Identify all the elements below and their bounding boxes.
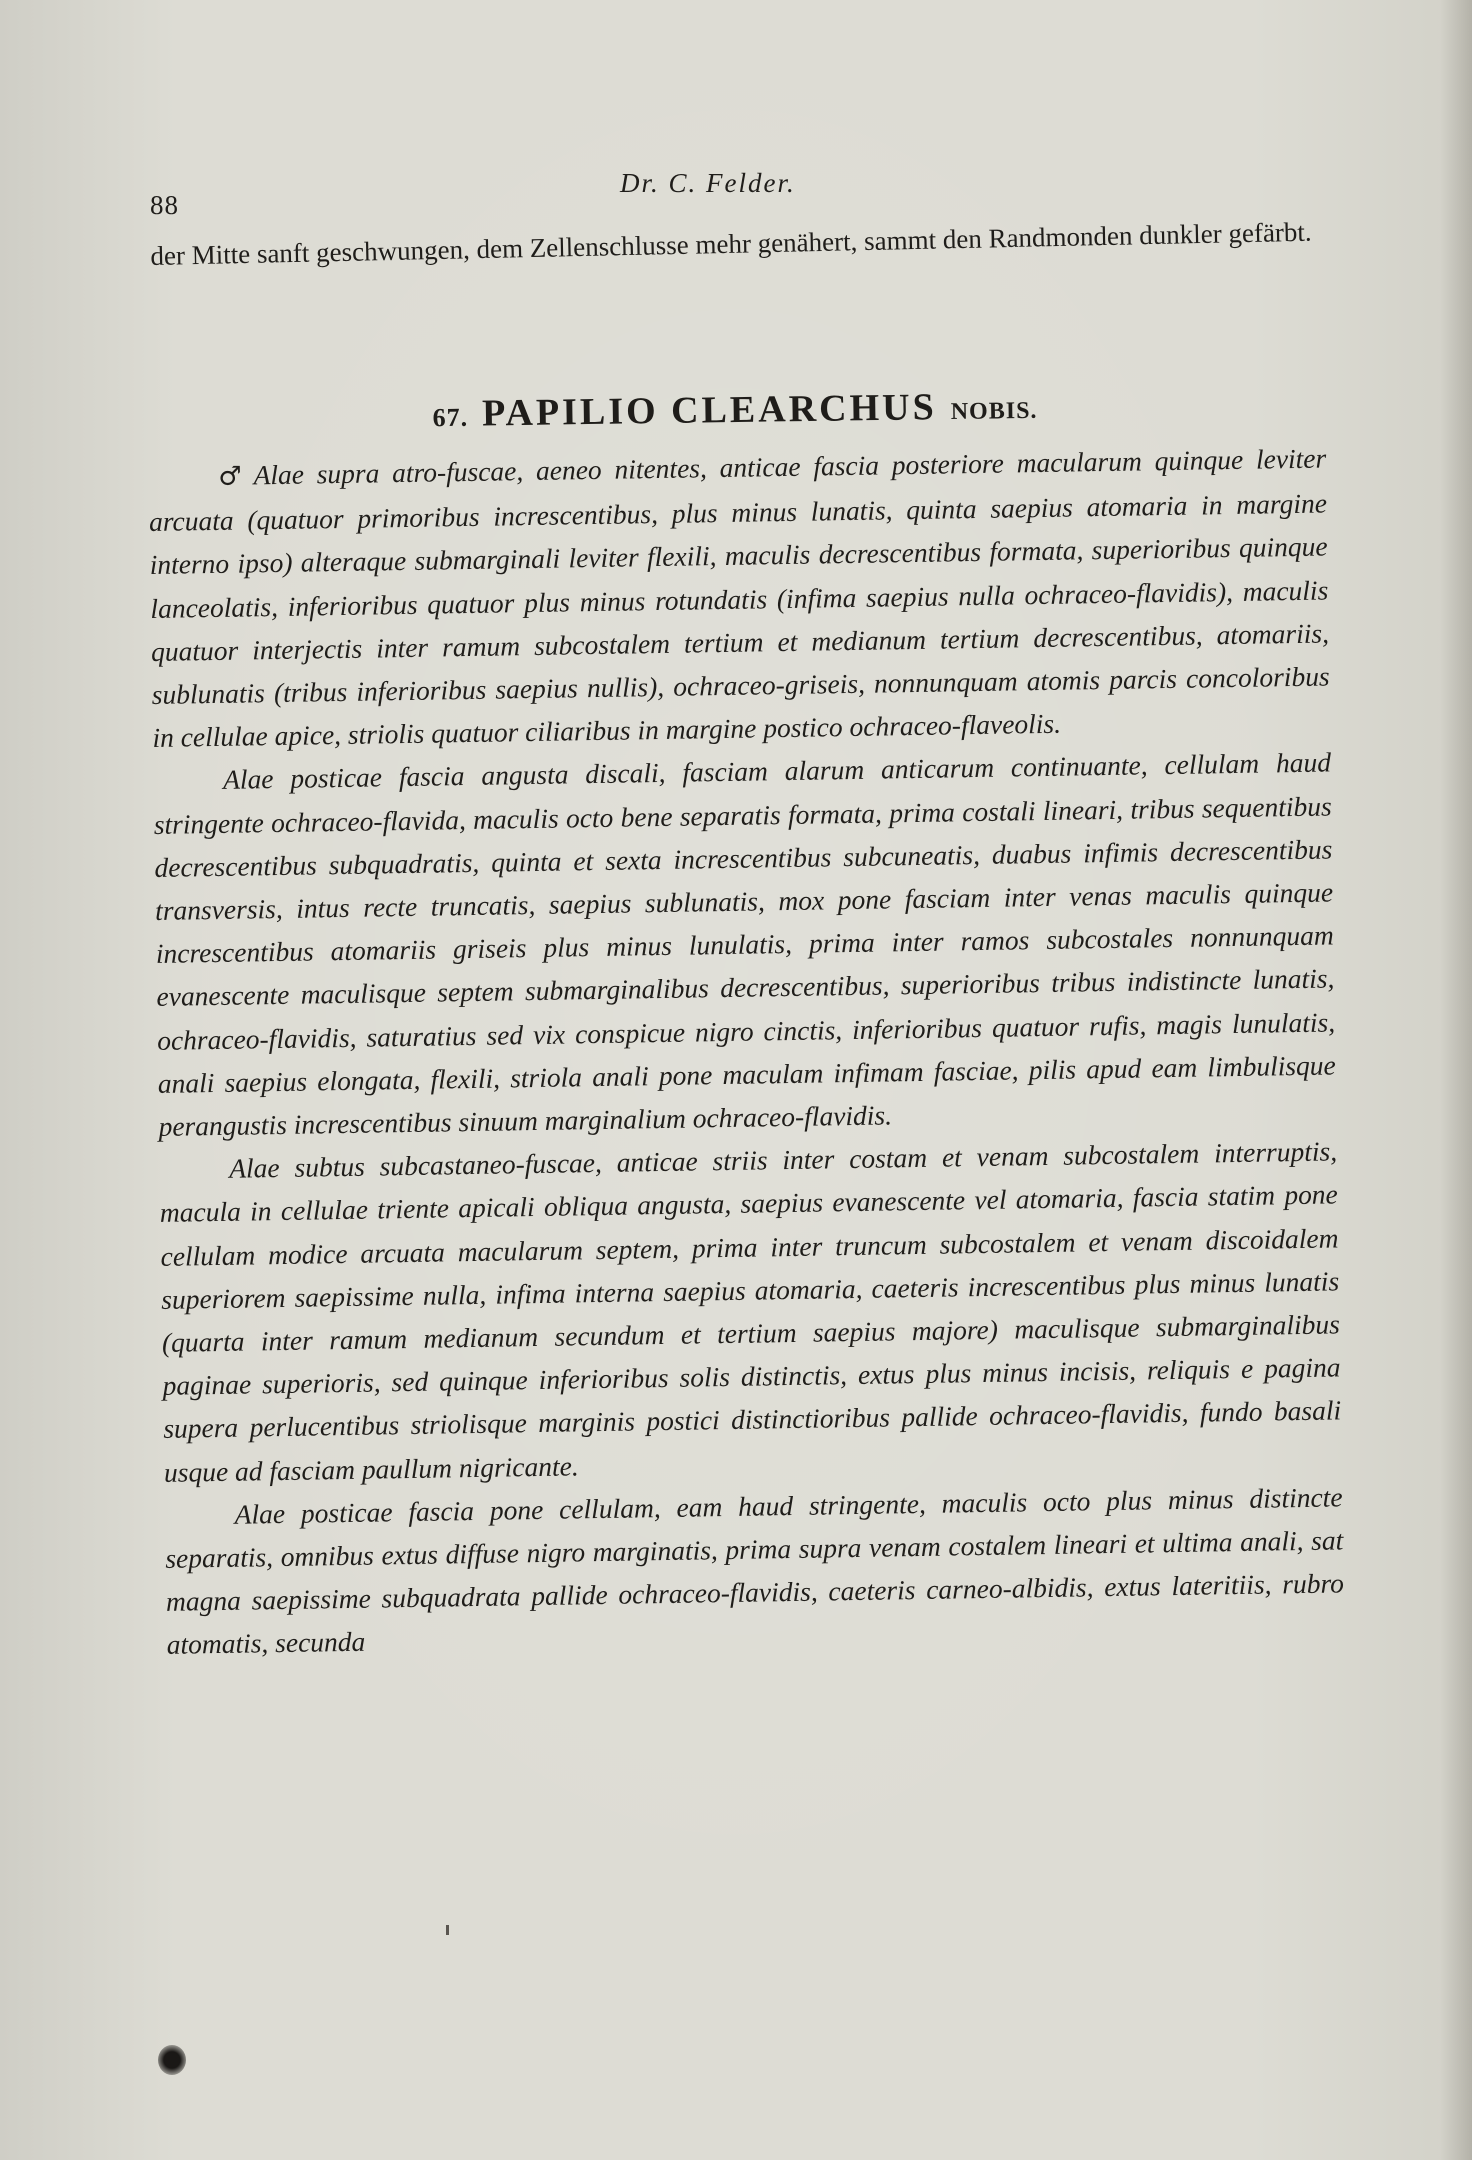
- male-symbol: ♂: [218, 461, 248, 492]
- paragraph-underside-hindwing: [164, 1475, 1345, 1666]
- paragraph-text: Alae posticae fascia angusta discali, fasciam alarum anticarum continuante, cellulam haud stringente ochraceo-flavida, maculis octo bene separatis formata, prima costali lineari, tribus sequentibus decrescentibus subquadratis, quinta et sexta increscentibus subcuneatis, duabus infimis decrescentibus transversis, intus recte truncatis, saepius sublunatis, mox pone fasciam inter venas maculis quinque increscentibus atomariis griseis plus minus lunulatis, prima inter ramos subcostales nonnunquam evanescente maculisque septem submarginalibus decrescentibus, superioribus tribus indistincte lunatis, ochraceo-flavidis, saturatius sed vix conspicue nigro cinctis, inferioribus quatuor rufis, magis lunulatis, anali saepius elongata, flexili, striola anali pone maculam infimam fasciae, pilis apud eam limbulisque perangustis increscentibus sinuum marginalium ochraceo-flavidis.: [153, 746, 1336, 1142]
- paragraph-text: Alae posticae fascia pone cellulam, eam haud stringente, maculis octo plus minus distincte separatis, omnibus extus diffuse nigro marginatis, prima supra venam costalem lineari et ultima anali, sat magna saepissime subquadrata pallide ochraceo-flavidis, caeteris carneo-albidis, extus lateritiis, rubro atomatis, secunda: [165, 1481, 1345, 1661]
- paragraph-upperside-hindwing: [153, 741, 1337, 1148]
- species-description: [148, 436, 1345, 1666]
- paragraph-text: Alae subtus subcastaneo-fuscae, anticae striis inter costam et venam subcostalem interruptis, macula in cellulae triente apicali obliqua angusta, saepius evanescente vel atomaria, fascia statim pone cellulam modice arcuata macularum septem, prima inter truncum subcostalem et venam discoidalem superiorem saepissime nulla, infima interna saepius atomaria, caeteris increscentibus plus minus lunatis (quarta inter ramum medianum secundum et tertium saepius majore) maculisque submarginalibus paginae superioris, sed quinque inferioribus solis distinctis, extus plus minus incisis, reliquis e pagina supera perlucentibus striolisque marginis postici distinctioribus pallide ochraceo-flavidis, fundo basali usque ad fasciam paullum nigricante.: [159, 1135, 1342, 1488]
- paragraph-text: Alae supra atro-fuscae, aeneo nitentes, anticae fascia posteriore macularum quinque leviter arcuata (quatuor primoribus increscentibus, plus minus lunatis, quinta saepius atomaria in margine interno ipso) alteraque submarginali leviter flexili, maculis decrescentibus formata, superioribus quinque lanceolatis, inferioribus quatuor plus minus rotundatis (infima saepius nulla ochraceo-flavidis), maculis quatuor interjectis inter ramum subcostalem tertium et medianum tertium decrescentibus, atomariis, sublunatis (tribus inferioribus saepius nullis), ochraceo-griseis, nonnunquam atomis parcis concoloribus in cellulae apice, striolis quatuor ciliaribus in margine postico ochraceo-flaveolis.: [148, 442, 1330, 754]
- print-mark: [446, 1925, 449, 1935]
- section-number: 67.: [432, 402, 469, 433]
- ink-spot: [158, 2045, 186, 2075]
- section-heading: [150, 380, 1321, 440]
- paragraph-upperside-forewing: [148, 436, 1331, 759]
- page-number: 88: [150, 190, 179, 220]
- page-header: [150, 168, 1330, 218]
- paragraph-underside-forewing: [159, 1130, 1342, 1494]
- running-head: Dr. C. Felder.: [620, 168, 796, 198]
- continued-paragraph: der Mitte sanft geschwungen, dem Zellenschlusse mehr genähert, sammt den Randmonden dunkler gefärbt.: [150, 216, 1312, 271]
- page-edge-shadow: [1440, 0, 1472, 2160]
- species-name: PAPILIO CLEARCHUS: [481, 386, 937, 435]
- species-author: NOBIS.: [950, 397, 1038, 425]
